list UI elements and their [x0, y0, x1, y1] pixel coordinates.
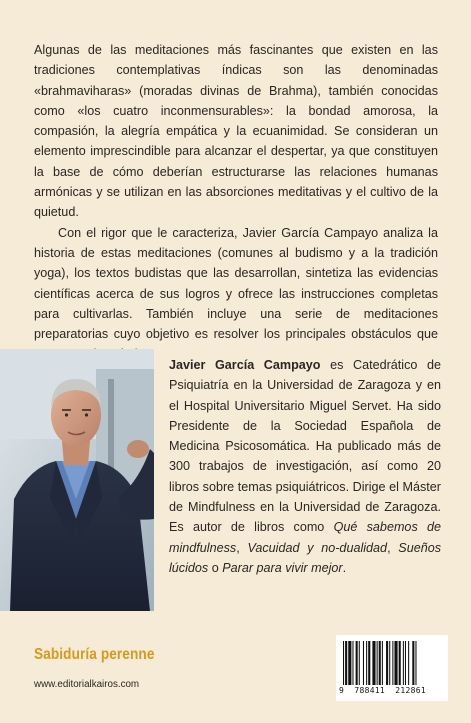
publisher-website: www.editorialkairos.com	[34, 679, 140, 690]
book-title-4: Parar para vivir mejor	[222, 560, 343, 575]
bio-separator: ,	[387, 540, 399, 555]
barcode-bar	[363, 641, 364, 685]
barcode-bar	[392, 641, 393, 685]
book-title-2: Vacuidad y no-dualidad	[247, 540, 388, 555]
author-name: Javier García Campayo	[169, 358, 321, 372]
isbn-barcode	[336, 635, 448, 701]
barcode-bar	[356, 641, 358, 685]
barcode-bar	[405, 641, 406, 685]
bio-separator: o	[208, 560, 223, 575]
book-title-3: Sueños lúcidos	[169, 540, 442, 575]
blurb-paragraph-1: Algunas de las meditaciones más fascinantes que existen en las tradiciones contemplativas índicas son las denominadas «brahmaviharas» (moradas divinas de Brahma), también conocidas como «los cuatro inconmensurables»: la bondad amorosa, la compasión, la alegría empática y la ecuanimidad. Se consideran un elemento imprescindible para alcanzar el despertar, ya que constituyen la base de cómo deberían estructurarse las relaciones humanas armónicas y se utilizan en las absorciones meditativas y el cultivo de la quietud.	[34, 43, 438, 220]
barcode-bar	[345, 641, 347, 685]
barcode-bar	[379, 641, 381, 685]
book-title-1: Qué sabemos de mindfulness	[169, 520, 441, 555]
barcode-bar	[372, 641, 375, 685]
barcode-bar	[394, 641, 397, 685]
barcode-bar	[415, 641, 416, 685]
author-bio-paragraph	[169, 355, 441, 578]
barcode-bar	[343, 641, 344, 685]
series-title: Sabiduría perenne	[34, 646, 155, 663]
barcode-bars	[343, 641, 441, 687]
blurb-paragraph-2: Con el rigor que le caracteriza, Javier García Campayo analiza la historia de estas meditaciones (comunes al budismo y a la tradición yoga), los textos budistas que las desarrollan, sintetiza las evidencias científicas acerca de sus logros y ofrece las instrucciones completas para cultivarlas. También incluye una serie de meditaciones preparatorias cuyo objetivo es resolver los principales obstáculos que	[34, 225, 438, 342]
back-cover-blurb	[34, 40, 438, 365]
barcode-bar	[382, 641, 383, 685]
barcode-bar	[408, 641, 409, 685]
author-bio	[169, 355, 441, 578]
barcode-bar	[377, 641, 378, 685]
barcode-bar	[386, 641, 388, 685]
barcode-bar	[359, 641, 360, 685]
barcode-bar	[368, 641, 370, 685]
barcode-bar	[412, 641, 414, 685]
isbn-digits: 9 788411 212861	[339, 686, 426, 695]
author-photo	[0, 349, 154, 611]
barcode-bar	[389, 641, 390, 685]
barcode-bar	[348, 641, 351, 685]
bio-text: es Catedrático de Psiquiatría en la Universidad de Zaragoza y en el Hospital Universitario Miguel Servet. Ha sido Presidente de la Sociedad Española de Medicina Psicosomática. Ha publicado más de 300 trabajos de investigación, así como 20 libros sobre temas psiquiátricos. Dirige el Máster de Mindfulness en la Universidad de Zaragoza. Es autor de libros como	[169, 358, 441, 535]
barcode-bar	[399, 641, 401, 685]
barcode-bar	[352, 641, 353, 685]
barcode-bar	[403, 641, 404, 685]
barcode-bar	[366, 641, 367, 685]
bio-separator: ,	[236, 540, 248, 555]
bio-end: .	[342, 560, 347, 575]
